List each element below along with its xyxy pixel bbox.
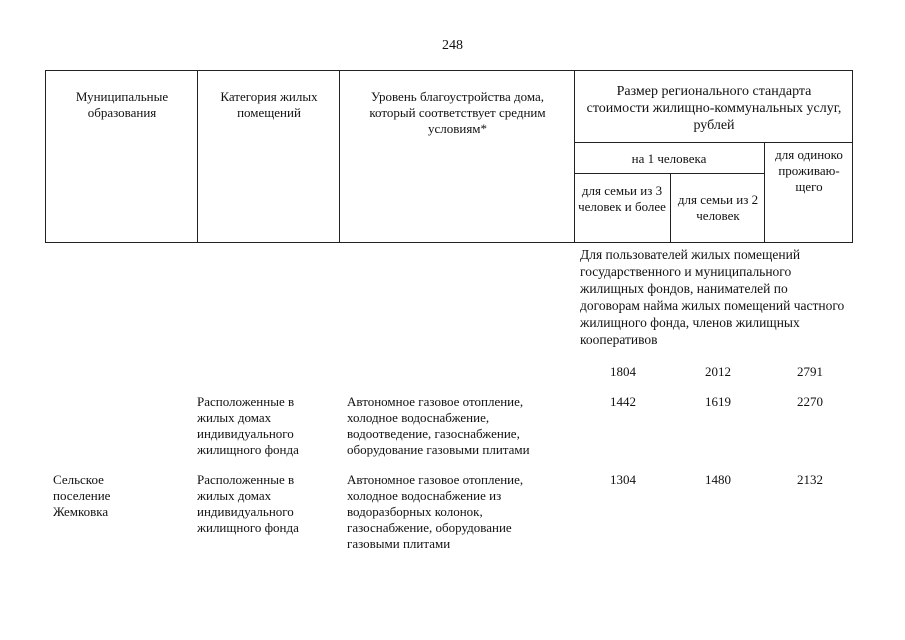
header-category: Категория жилых помещений — [220, 89, 318, 120]
section-note: Для пользователей жилых помещений государственного и муниципального жилищных фондов, нанимателей по договорам найма жилых помещений частного жилищного фонда, членов жилищных кооперативов — [580, 247, 845, 347]
row2-family3-value: 1442 — [610, 394, 636, 409]
header-municipalities: Муниципальные образования — [75, 89, 169, 120]
row3-level: Автономное газовое отопление, холодное водоснабжение из водоразборных колонок, газоснабжение, оборудование газовыми плитами — [347, 472, 524, 551]
row1-family2-value: 2012 — [705, 364, 731, 379]
header-family-3: для семьи из 3 человек и более — [578, 183, 666, 214]
row3-municipality: Сельское поселение Жемковка — [53, 472, 111, 519]
row1-single-value: 2791 — [797, 364, 823, 379]
row3-family3-value: 1304 — [610, 472, 636, 487]
page-number: 248 — [442, 38, 463, 53]
row2-category: Расположенные в жилых домах индивидуального жилищного фонда — [197, 394, 299, 457]
table-header — [45, 70, 853, 243]
row1-family3-value: 1804 — [610, 364, 636, 379]
row3-category: Расположенные в жилых домах индивидуального жилищного фонда — [197, 472, 299, 535]
header-standard: Размер регионального стандарта стоимости жилищно-коммунальных услуг, рублей — [586, 84, 842, 133]
row2-family2-value: 1619 — [705, 394, 731, 409]
header-family-2: для семьи из 2 человек — [677, 192, 759, 223]
row2-single-value: 2270 — [797, 394, 823, 409]
row3-family2-value: 1480 — [705, 472, 731, 487]
row2-level: Автономное газовое отопление, холодное водоснабжение, водоотведение, газоснабжение, оборудование газовыми плитами — [347, 394, 530, 457]
header-single: для одиноко проживаю- щего — [775, 147, 843, 194]
header-per-person: на 1 человека — [631, 151, 707, 166]
header-level: Уровень благоустройства дома, который соответствует средним условиям* — [369, 89, 546, 136]
row3-single-value: 2132 — [797, 472, 823, 487]
